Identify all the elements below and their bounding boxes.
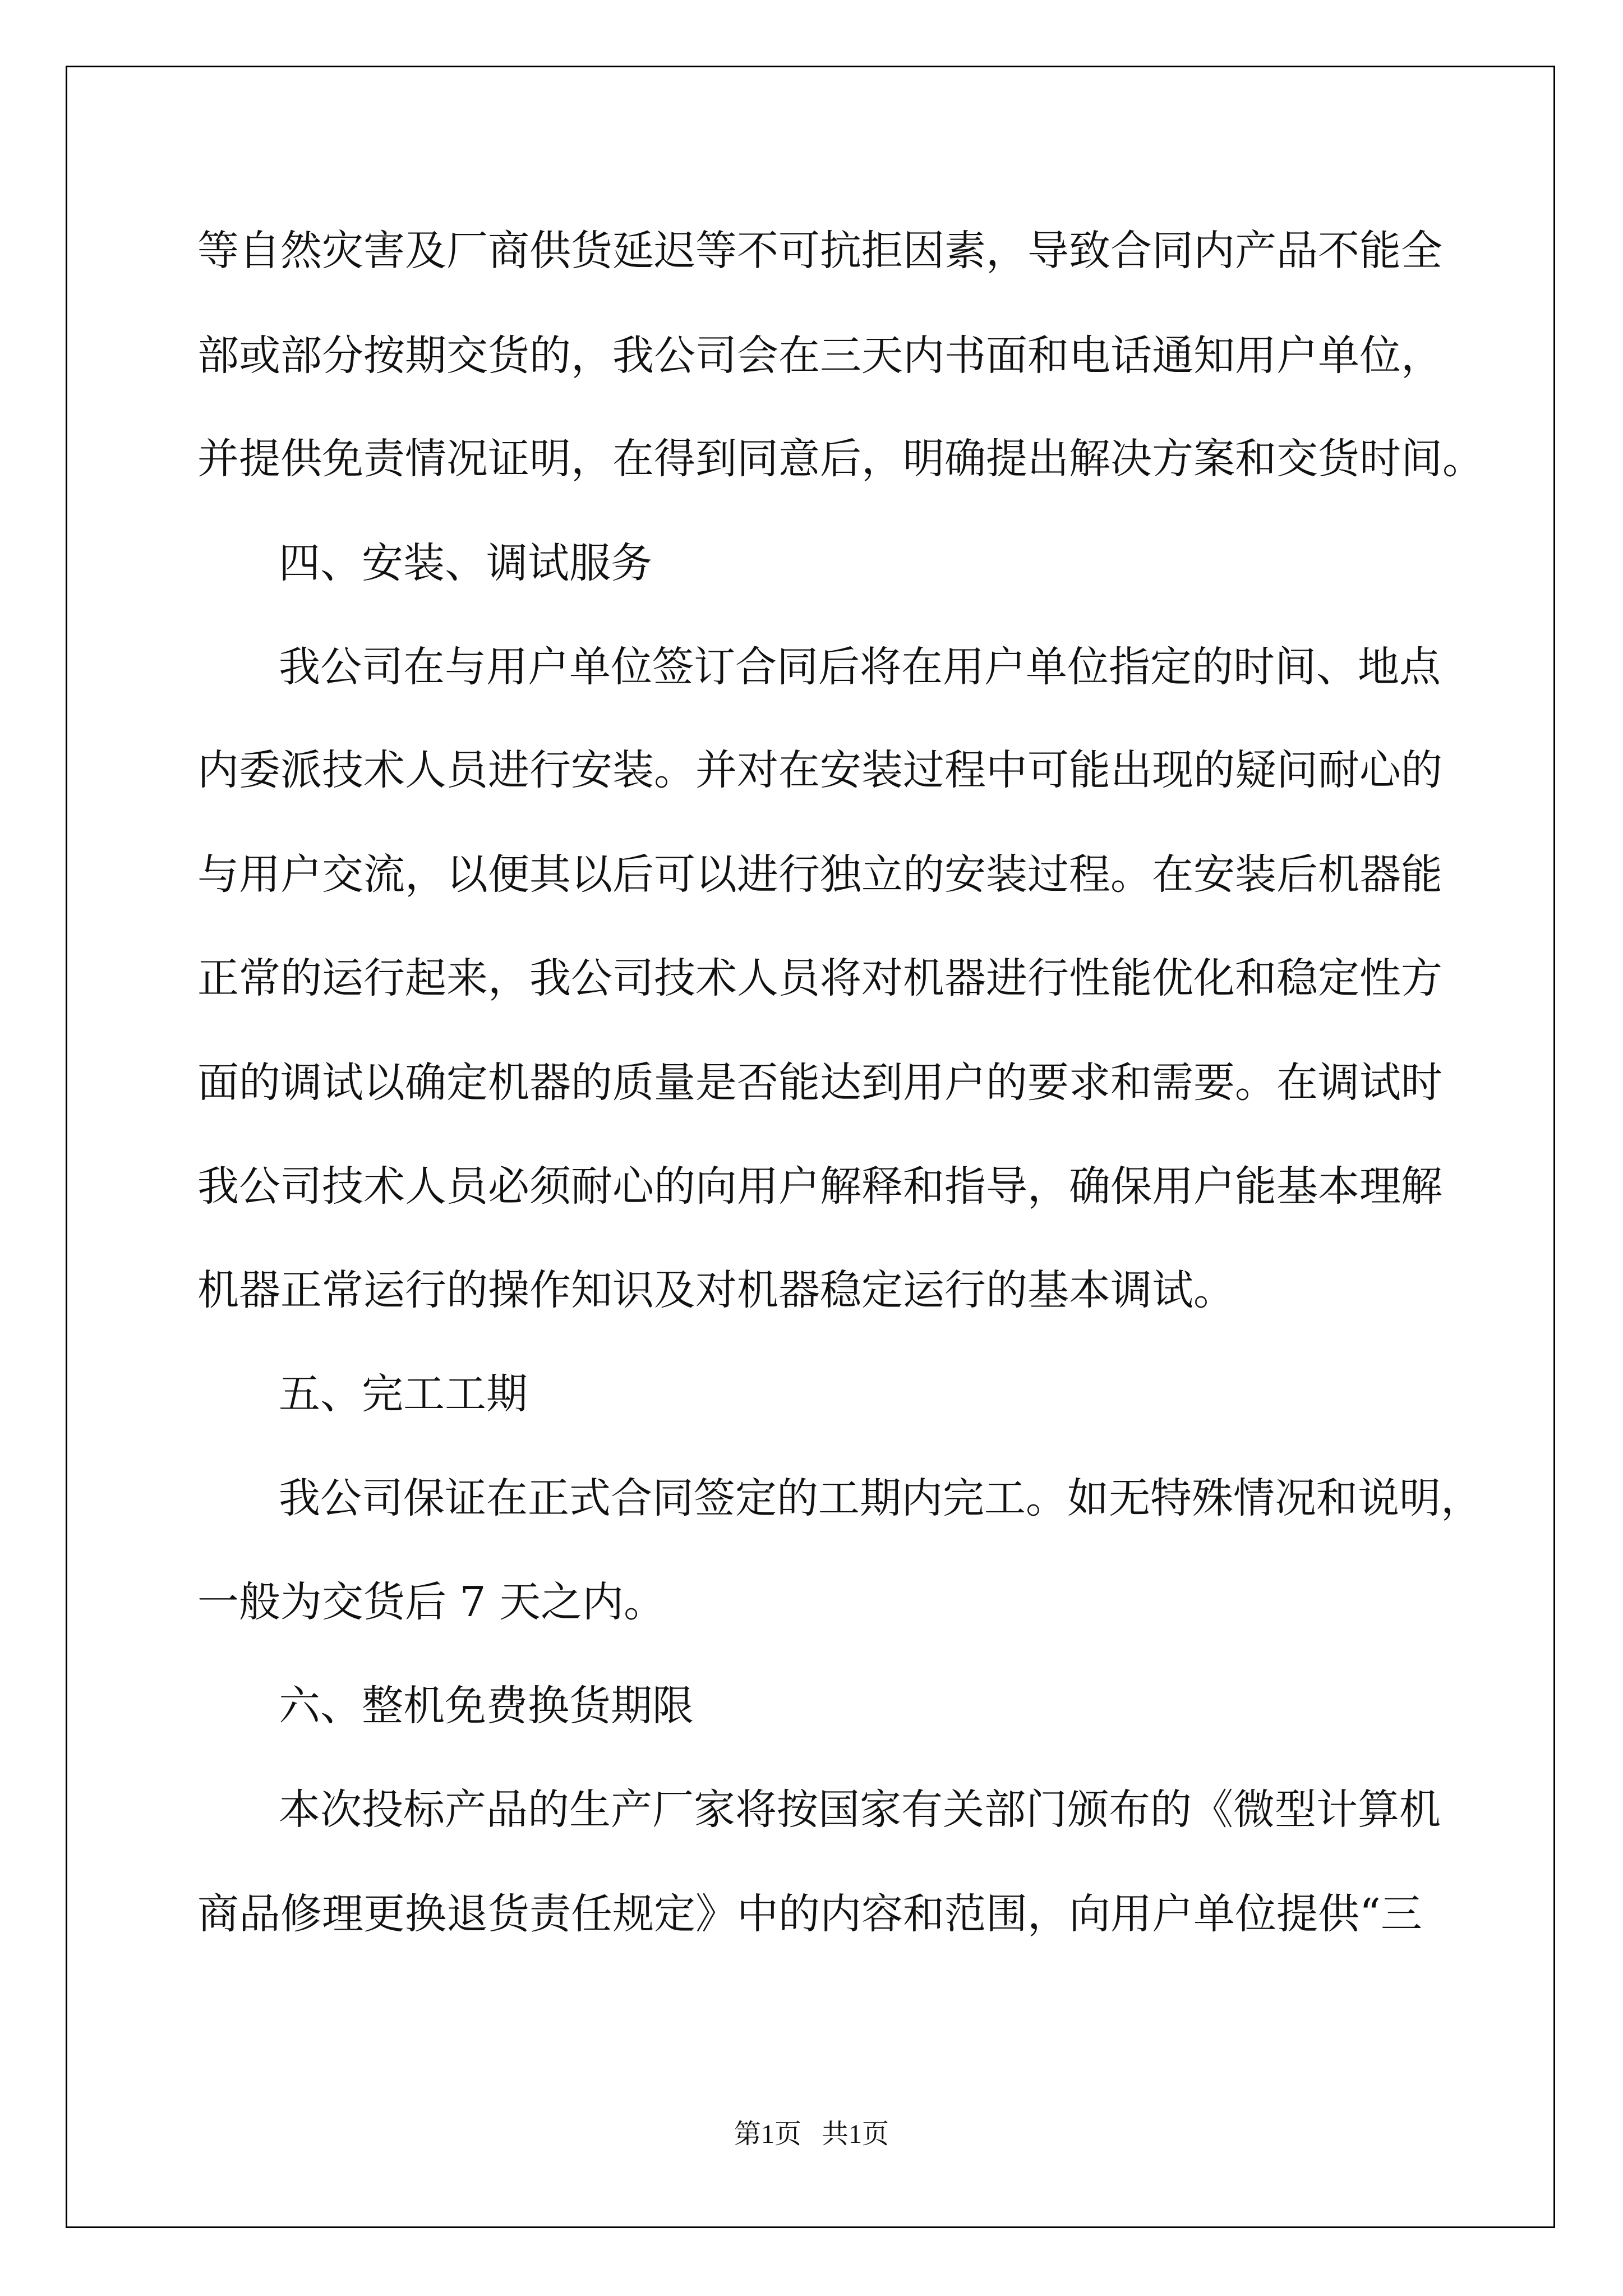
body-line: 机器正常运行的操作知识及对机器稳定运行的基本调试。 bbox=[197, 1266, 1235, 1314]
body-line: 内委派技术人员进行安装。并对在安装过程中可能出现的疑问耐心的 bbox=[197, 746, 1442, 794]
section-heading: 五、完工工期 bbox=[279, 1370, 528, 1418]
body-line: 我公司保证在正式合同签定的工期内完工。如无特殊情况和说明， bbox=[279, 1474, 1482, 1522]
section-heading: 四、安装、调试服务 bbox=[279, 539, 652, 587]
page-footer: 第1页 共1页 bbox=[734, 2119, 889, 2149]
body-line: 等自然灾害及厂商供货延迟等不可抗拒因素，导致合同内产品不能全 bbox=[197, 227, 1442, 275]
body-line: 商品修理更换退货责任规定》中的内容和范围，向用户单位提供“三 bbox=[197, 1890, 1422, 1938]
body-line: 正常的运行起来，我公司技术人员将对机器进行性能优化和稳定性方 bbox=[197, 954, 1442, 1002]
body-line: 部或部分按期交货的，我公司会在三天内书面和电话通知用户单位， bbox=[197, 332, 1442, 380]
body-line: 一般为交货后 7 天之内。 bbox=[197, 1578, 666, 1626]
body-line: 面的调试以确定机器的质量是否能达到用户的要求和需要。在调试时 bbox=[197, 1059, 1442, 1107]
body-line: 我公司技术人员必须耐心的向用户解释和指导，确保用户能基本理解 bbox=[197, 1162, 1442, 1211]
body-line: 并提供免责情况证明，在得到同意后，明确提出解决方案和交货时间。 bbox=[197, 435, 1484, 483]
body-line: 本次投标产品的生产厂家将按国家有关部门颁布的《微型计算机 bbox=[279, 1786, 1441, 1834]
body-line: 我公司在与用户单位签订合同后将在用户单位指定的时间、地点 bbox=[279, 643, 1441, 691]
section-heading: 六、整机免费换货期限 bbox=[279, 1682, 694, 1730]
body-line: 与用户交流，以便其以后可以进行独立的安装过程。在安装后机器能 bbox=[197, 850, 1442, 899]
